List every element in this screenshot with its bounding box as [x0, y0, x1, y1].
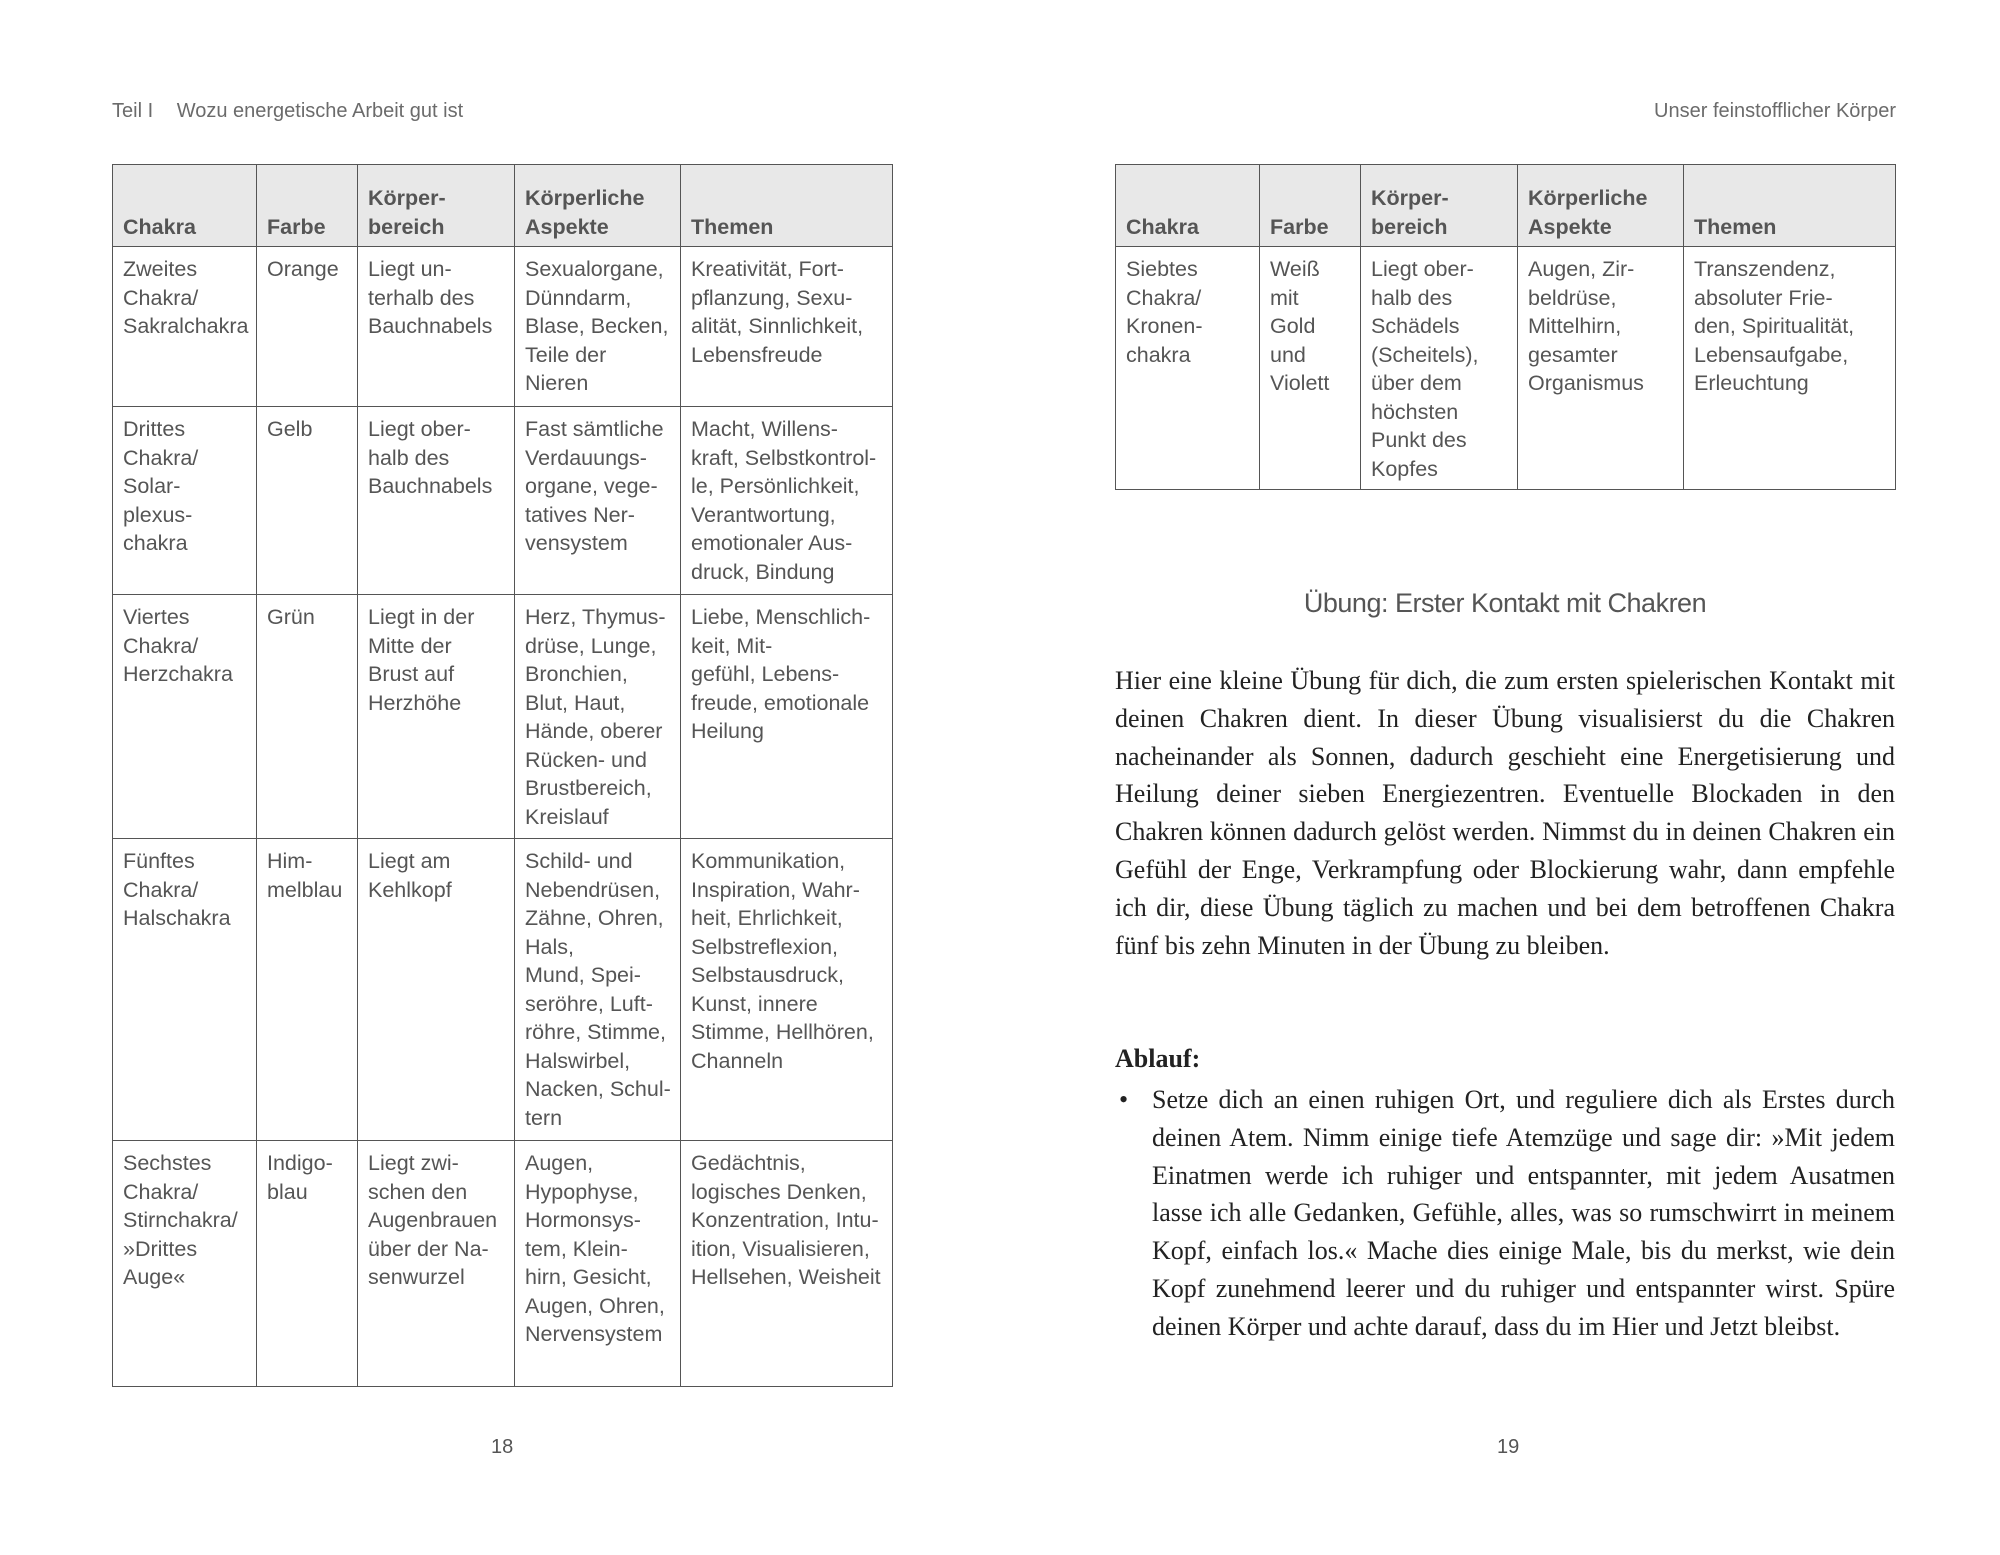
- table-row: [113, 595, 893, 839]
- cell-chakra: Drittes Chakra/ Solar- plexus- chakra: [113, 407, 257, 595]
- cell-themen: Kreativität, Fort- pflanzung, Sexu- alität, Sinnlichkeit, Lebensfreude: [681, 247, 893, 407]
- cell-koerperbereich: Liegt ober- halb des Schädels (Scheitels), über dem höchsten Punkt des Kopfes: [1361, 247, 1518, 490]
- cell-koerperbereich: Liegt un- terhalb des Bauchnabels: [358, 247, 515, 407]
- table-row: [113, 247, 893, 407]
- bullet-icon: •: [1119, 1085, 1129, 1114]
- cell-themen: Transzendenz, absoluter Frie- den, Spiritualität, Lebensaufgabe, Erleuchtung: [1684, 247, 1896, 490]
- cell-koerperbereich: Liegt zwi- schen den Augenbrauen über der Na- senwurzel: [358, 1141, 515, 1387]
- table-row: [113, 407, 893, 595]
- header-koerperliche-aspekte: Körperliche Aspekte: [1518, 165, 1684, 247]
- header-koerperbereich: Körper- bereich: [358, 165, 515, 247]
- cell-aspekte: Herz, Thymus- drüse, Lunge, Bronchien, Blut, Haut, Hände, oberer Rücken- und Brustbereich, Kreislauf: [515, 595, 681, 839]
- header-farbe: Farbe: [1260, 165, 1361, 247]
- running-head-left: [112, 100, 463, 123]
- header-koerperliche-aspekte: Körperliche Aspekte: [515, 165, 681, 247]
- table-header-row: [1116, 165, 1896, 247]
- cell-koerperbereich: Liegt in der Mitte der Brust auf Herzhöhe: [358, 595, 515, 839]
- cell-farbe: Indigo- blau: [257, 1141, 358, 1387]
- header-themen: Themen: [681, 165, 893, 247]
- list-item-text: Setze dich an einen ruhigen Ort, und reguliere dich als Erstes durch deinen Atem. Nimm einige tiefe Atemzüge und sage dir: »Mit jedem Einatmen werde ich ruhiger und entspannter, mit jedem Ausatmen lasse ich alle Gedanken, Gefühle, alles, was so rumschwirrt in meinem Kopf, einfach los.« Mache dies einige Male, bis du merkst, wie dein Kopf zunehmend leerer und du ruhiger und entspannter wirst. Spüre deinen Körper und achte darauf, dass du im Hier und Jetzt bleibst.: [1152, 1085, 1895, 1341]
- running-head-right: Unser feinstofflicher Körper: [1654, 100, 1896, 122]
- cell-aspekte: Schild- und Nebendrüsen, Zähne, Ohren, Hals, Mund, Spei- seröhre, Luft- röhre, Stimme, Halswirbel, Nacken, Schul- tern: [515, 839, 681, 1141]
- cell-themen: Gedächtnis, logisches Denken, Konzentration, Intu- ition, Visualisieren, Hellsehen, Weisheit: [681, 1141, 893, 1387]
- cell-chakra: Zweites Chakra/ Sakralchakra: [113, 247, 257, 407]
- chakra-table-left: [112, 164, 893, 1387]
- header-farbe: Farbe: [257, 165, 358, 247]
- part-label: Teil I: [112, 100, 154, 122]
- cell-aspekte: Fast sämtliche Verdauungs- organe, vege- tatives Ner- vensystem: [515, 407, 681, 595]
- chakra-table-right: [1115, 164, 1896, 490]
- header-themen: Themen: [1684, 165, 1896, 247]
- cell-koerperbereich: Liegt am Kehlkopf: [358, 839, 515, 1141]
- exercise-title: Übung: Erster Kontakt mit Chakren: [1303, 588, 1707, 618]
- header-koerperbereich: Körper- bereich: [1361, 165, 1518, 247]
- table-header-row: [113, 165, 893, 247]
- page-number-left: 18: [491, 1436, 514, 1458]
- cell-aspekte: Augen, Hypophyse, Hormonsys- tem, Klein- hirn, Gesicht, Augen, Ohren, Nervensystem: [515, 1141, 681, 1387]
- page-number-right: 19: [1497, 1436, 1520, 1458]
- cell-chakra: Sechstes Chakra/ Stirnchakra/ »Drittes Auge«: [113, 1141, 257, 1387]
- procedure-list: [1115, 1081, 1895, 1346]
- intro-paragraph: Hier eine kleine Übung für dich, die zum ersten spielerischen Kontakt mit deinen Chakren dient. In dieser Übung visualisierst du die Chakren nacheinander als Sonnen, dadurch geschieht eine Energetisierung und Heilung deiner sieben Energiezentren. Eventuelle Blockaden in den Chakren können dadurch gelöst werden. Nimmst du in deinen Chakren ein Gefühl der Enge, Verkrampfung oder Blockierung wahr, dann empfehle ich dir, diese Übung täglich zu machen und bei dem betroffenen Chakra fünf bis zehn Minuten in der Übung zu bleiben.: [1115, 666, 1895, 960]
- table-row: [1116, 247, 1896, 490]
- cell-farbe: Grün: [257, 595, 358, 839]
- cell-aspekte: Augen, Zir- beldrüse, Mittelhirn, gesamter Organismus: [1518, 247, 1684, 490]
- procedure-heading: Ablauf:: [1115, 1044, 1201, 1073]
- cell-chakra: Fünftes Chakra/ Halschakra: [113, 839, 257, 1141]
- table-row: [113, 1141, 893, 1387]
- cell-farbe: Weiß mit Gold und Violett: [1260, 247, 1361, 490]
- cell-farbe: Gelb: [257, 407, 358, 595]
- cell-farbe: Orange: [257, 247, 358, 407]
- cell-themen: Liebe, Menschlich- keit, Mit- gefühl, Lebens- freude, emotionale Heilung: [681, 595, 893, 839]
- cell-themen: Kommunikation, Inspiration, Wahr- heit, Ehrlichkeit, Selbstreflexion, Selbstausdruck, Kunst, innere Stimme, Hellhören, Channeln: [681, 839, 893, 1141]
- cell-koerperbereich: Liegt ober- halb des Bauchnabels: [358, 407, 515, 595]
- cell-farbe: Him- melblau: [257, 839, 358, 1141]
- cell-chakra: Siebtes Chakra/ Kronen- chakra: [1116, 247, 1260, 490]
- cell-aspekte: Sexualorgane, Dünndarm, Blase, Becken, Teile der Nieren: [515, 247, 681, 407]
- header-chakra: Chakra: [1116, 165, 1260, 247]
- header-chakra: Chakra: [113, 165, 257, 247]
- cell-themen: Macht, Willens- kraft, Selbstkontrol- le, Persönlichkeit, Verantwortung, emotionaler Aus- druck, Bindung: [681, 407, 893, 595]
- table-row: [113, 839, 893, 1141]
- list-item: [1115, 1081, 1895, 1346]
- part-title: Wozu energetische Arbeit gut ist: [176, 100, 464, 122]
- cell-chakra: Viertes Chakra/ Herzchakra: [113, 595, 257, 839]
